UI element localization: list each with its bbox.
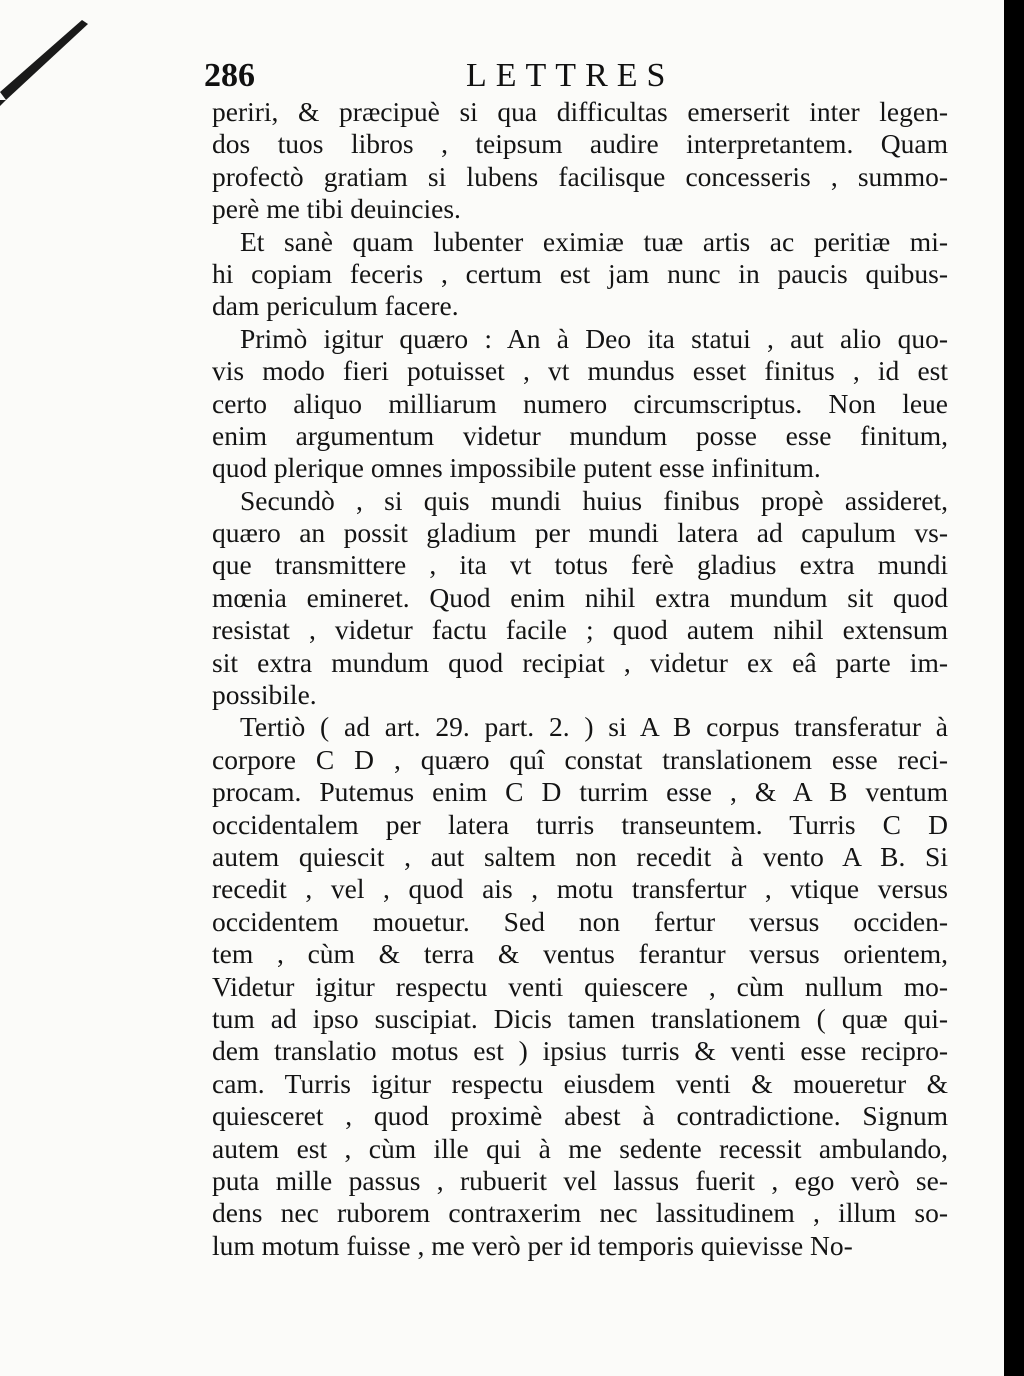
- text-line: quod plerique omnes impossibile putent esse infinitum.: [212, 452, 821, 484]
- paragraph: [212, 485, 948, 712]
- text-line: occidentem mouetur. Sed non fertur versus occiden-: [212, 905, 948, 937]
- text-line: autem quiescit , aut saltem non recedit à vento A B. Si: [212, 840, 948, 872]
- text-line: puta mille passus , rubuerit vel lassus fuerit , ego verò se-: [212, 1164, 948, 1196]
- text-line: tem , cùm & terra & ventus ferantur versus orientem,: [212, 938, 948, 970]
- page-number: 286: [204, 57, 255, 94]
- text-line: corpore C D , quæro quî constat translationem esse reci-: [212, 743, 948, 775]
- text-line: Videtur igitur respectu venti quiescere , cùm nullum mo-: [212, 970, 948, 1002]
- text-line: tum ad ipso suscipiat. Dicis tamen translationem ( quæ qui-: [212, 1002, 948, 1034]
- text-line: profectò gratiam si lubens facilisque concesseris , summo-: [212, 160, 948, 192]
- paragraph: [212, 323, 948, 485]
- text-line: cam. Turris igitur respectu eiusdem venti & moueretur &: [212, 1067, 948, 1099]
- text-line: recedit , vel , quod ais , motu transfertur , vtique versus: [212, 873, 948, 905]
- text-line: Et sanè quam lubenter eximiæ tuæ artis ac peritiæ mi-: [240, 225, 948, 257]
- text-line: quiesceret , quod proximè abest à contradictione. Signum: [212, 1100, 948, 1132]
- text-line: mœnia emineret. Quod enim nihil extra mundum sit quod: [212, 581, 948, 613]
- text-line: dens nec ruborem contraxerim nec lassitudinem , illum so-: [212, 1197, 948, 1229]
- text-line: Primò igitur quæro : An à Deo ita statui , aut alio quo-: [240, 322, 948, 354]
- text-line: enim argumentum videtur mundum posse esse finitum,: [212, 419, 948, 451]
- text-line: Secundò , si quis mundi huius finibus propè assideret,: [240, 484, 948, 516]
- text-line: dem translatio motus est ) ipsius turris & venti esse recipro-: [212, 1035, 948, 1067]
- page-edge-shadow: [1004, 0, 1024, 1376]
- text-line: hi copiam feceris , certum est jam nunc in paucis quibus-: [212, 257, 948, 289]
- text-line: occidentalem per latera turris transeuntem. Turris C D: [212, 808, 948, 840]
- text-line: certo aliquo milliarum numero circumscriptus. Non leue: [212, 387, 948, 419]
- text-line: perè me tibi deuincies.: [212, 193, 461, 225]
- running-title: LETTRES: [466, 57, 675, 94]
- text-line: vis modo fieri potuisset , vt mundus esset finitus , id est: [212, 355, 948, 387]
- text-line: possibile.: [212, 679, 317, 711]
- text-line: lum motum fuisse , me verò per id temporis quievisse No-: [212, 1229, 853, 1261]
- paragraph: [212, 96, 948, 226]
- text-line: resistat , videtur factu facile ; quod autem nihil extensum: [212, 614, 948, 646]
- text-line: sit extra mundum quod recipiat , videtur ex eâ parte im-: [212, 646, 948, 678]
- text-line: Tertiò ( ad art. 29. part. 2. ) si A B corpus transferatur à: [240, 711, 948, 743]
- paragraph: [212, 711, 948, 1262]
- body-text: [212, 96, 948, 1262]
- text-line: periri, & præcipuè si qua difficultas emerserit inter legen-: [212, 96, 948, 127]
- text-line: dam periculum facere.: [212, 290, 459, 322]
- text-line: dos tuos libros , teipsum audire interpretantem. Quam: [212, 128, 948, 160]
- paragraph: [212, 226, 948, 323]
- text-line: quæro an possit gladium per mundi latera ad capulum vs-: [212, 517, 948, 549]
- text-line: que transmittere , ita vt totus ferè gladius extra mundi: [212, 549, 948, 581]
- text-line: autem est , cùm ille qui à me sedente recessit ambulando,: [212, 1132, 948, 1164]
- page-header: [204, 54, 764, 98]
- corner-scan-mark: [0, 20, 110, 110]
- text-line: procam. Putemus enim C D turrim esse , & A B ventum: [212, 776, 948, 808]
